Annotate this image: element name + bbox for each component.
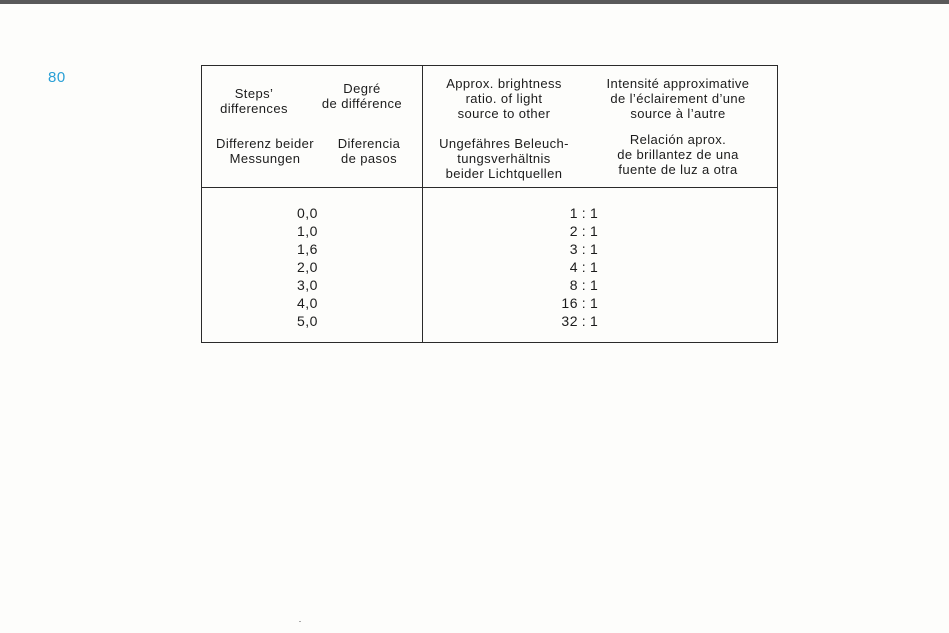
steps-values — [297, 204, 327, 330]
steps-value: 0,0 — [297, 205, 318, 221]
header-steps-fr: Degré de différence — [321, 81, 403, 111]
ratio-value: 16 : 1 — [561, 295, 599, 311]
header-steps-de: Differenz beider Messungen — [216, 136, 314, 166]
steps-value: 3,0 — [297, 277, 318, 293]
ratio-value: 4 : 1 — [569, 259, 599, 275]
ratio-value: 1 : 1 — [569, 205, 599, 221]
header-steps-es: Diferencia de pasos — [337, 136, 401, 166]
header-ratio-es: Relación aprox. de brillantez de una fuente de luz a otra — [617, 132, 739, 177]
ratio-value: 2 : 1 — [569, 223, 599, 239]
paper-speck — [299, 621, 301, 622]
header-steps-en: Steps’ differences — [220, 86, 288, 116]
header-ratio-en: Approx. brightness ratio. of light source to other — [446, 76, 562, 121]
column-divider — [422, 66, 423, 342]
ratio-value: 32 : 1 — [561, 313, 599, 329]
steps-value: 5,0 — [297, 313, 318, 329]
conversion-table — [201, 65, 778, 343]
steps-value: 1,0 — [297, 223, 318, 239]
steps-value: 1,6 — [297, 241, 318, 257]
steps-value: 2,0 — [297, 259, 318, 275]
header-ratio-de: Ungefähres Beleuch- tungsverhältnis beider Lichtquellen — [439, 136, 569, 181]
header-divider — [202, 187, 777, 188]
ratio-values — [554, 204, 614, 330]
steps-value: 4,0 — [297, 295, 318, 311]
page-number: 80 — [48, 69, 66, 86]
ratio-value: 3 : 1 — [569, 241, 599, 257]
header-ratio-fr: Intensité approximative de l’éclairement d’une source à l’autre — [606, 76, 750, 121]
ratio-value: 8 : 1 — [569, 277, 599, 293]
top-rule — [0, 0, 949, 4]
